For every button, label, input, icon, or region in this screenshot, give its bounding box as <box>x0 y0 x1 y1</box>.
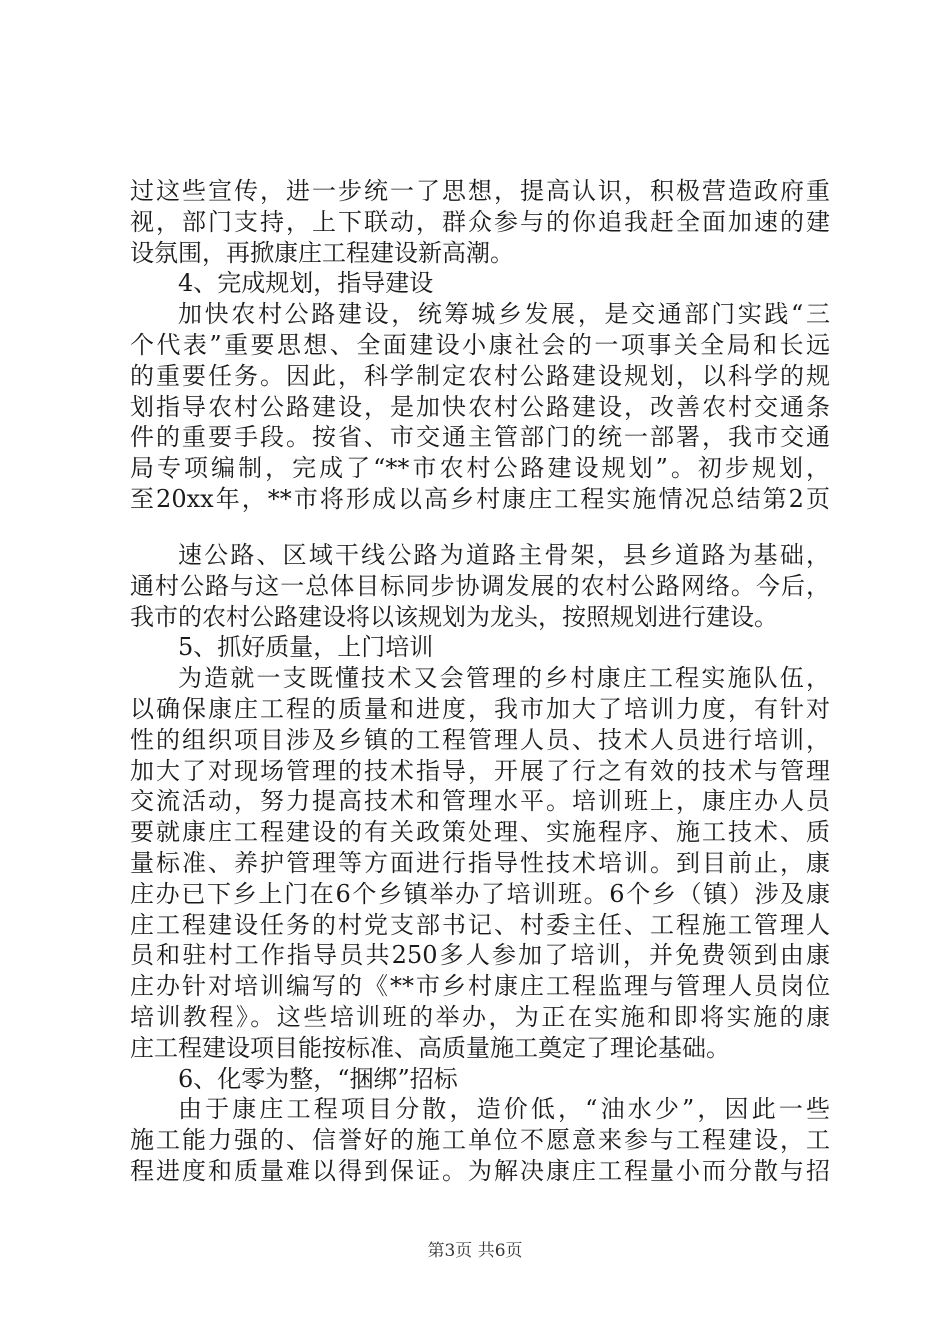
section-heading-6: 6、化零为整，“捆绑”招标 <box>178 1065 458 1093</box>
text-line: 加快农村公路建设，统筹城乡发展，是交通部门实践“三 <box>178 300 830 328</box>
text-line: 员和驻村工作指导员共250多人参加了培训，并免费领到由康 <box>130 941 830 969</box>
text-line: 量标准、养护管理等方面进行指导性技术培训。到目前止，康 <box>130 849 830 877</box>
text-line: 庄工程建设任务的村党支部书记、村委主任、工程施工管理人 <box>130 911 830 939</box>
text-line: 为造就一支既懂技术又会管理的乡村康庄工程实施队伍， <box>178 664 830 692</box>
text-line: 由于康庄工程项目分散，造价低，“油水少”，因此一些 <box>178 1095 830 1123</box>
text-line: 至20xx年，**市将形成以高乡村康庄工程实施情况总结第2页 <box>130 485 830 513</box>
text-line: 庄工程建设项目能按标准、高质量施工奠定了理论基础。 <box>130 1034 730 1062</box>
text-line: 件的重要手段。按省、市交通主管部门的统一部署，我市交通 <box>130 423 830 451</box>
text-line: 交流活动，努力提高技术和管理水平。培训班上，康庄办人员 <box>130 787 830 815</box>
text-line: 程进度和质量难以得到保证。为解决康庄工程量小而分散与招 <box>130 1157 830 1185</box>
text-line: 庄办针对培训编写的《**市乡村康庄工程监理与管理人员岗位 <box>130 972 830 1000</box>
text-line: 速公路、区域干线公路为道路主骨架，县乡道路为基础， <box>178 541 830 569</box>
text-line: 划指导农村公路建设，是加快农村公路建设，改善农村交通条 <box>130 393 830 421</box>
text-line: 的重要任务。因此，科学制定农村公路建设规划，以科学的规 <box>130 362 830 390</box>
text-line: 我市的农村公路建设将以该规划为龙头，按照规划进行建设。 <box>130 603 778 631</box>
text-line: 施工能力强的、信誉好的施工单位不愿意来参与工程建设，工 <box>130 1126 830 1154</box>
text-line: 要就康庄工程建设的有关政策处理、实施程序、施工技术、质 <box>130 818 830 846</box>
text-line: 加大了对现场管理的技术指导，开展了行之有效的技术与管理 <box>130 757 830 785</box>
text-line: 以确保康庄工程的质量和进度，我市加大了培训力度，有针对 <box>130 695 830 723</box>
section-heading-5: 5、抓好质量，上门培训 <box>178 633 434 661</box>
text-line: 培训教程》。这些培训班的举办，为正在实施和即将实施的康 <box>130 1003 830 1031</box>
text-line: 设氛围，再掀康庄工程建设新高潮。 <box>130 239 514 267</box>
text-line: 局专项编制，完成了“**市农村公路建设规划”。初步规划， <box>130 454 830 482</box>
section-heading-4: 4、完成规划，指导建设 <box>178 269 434 297</box>
text-line: 通村公路与这一总体目标同步协调发展的农村公路网络。今后， <box>130 572 830 600</box>
text-line: 过这些宣传，进一步统一了思想，提高认识，积极营造政府重 <box>130 177 830 205</box>
page-footer: 第3页 共6页 <box>427 1241 523 1261</box>
text-line: 视，部门支持，上下联动，群众参与的你追我赶全面加速的建 <box>130 208 830 236</box>
text-line: 庄办已下乡上门在6个乡镇举办了培训班。6个乡（镇）涉及康 <box>130 880 830 908</box>
text-line: 性的组织项目涉及乡镇的工程管理人员、技术人员进行培训， <box>130 726 830 754</box>
text-line: 个代表”重要思想、全面建设小康社会的一项事关全局和长远 <box>130 331 830 359</box>
